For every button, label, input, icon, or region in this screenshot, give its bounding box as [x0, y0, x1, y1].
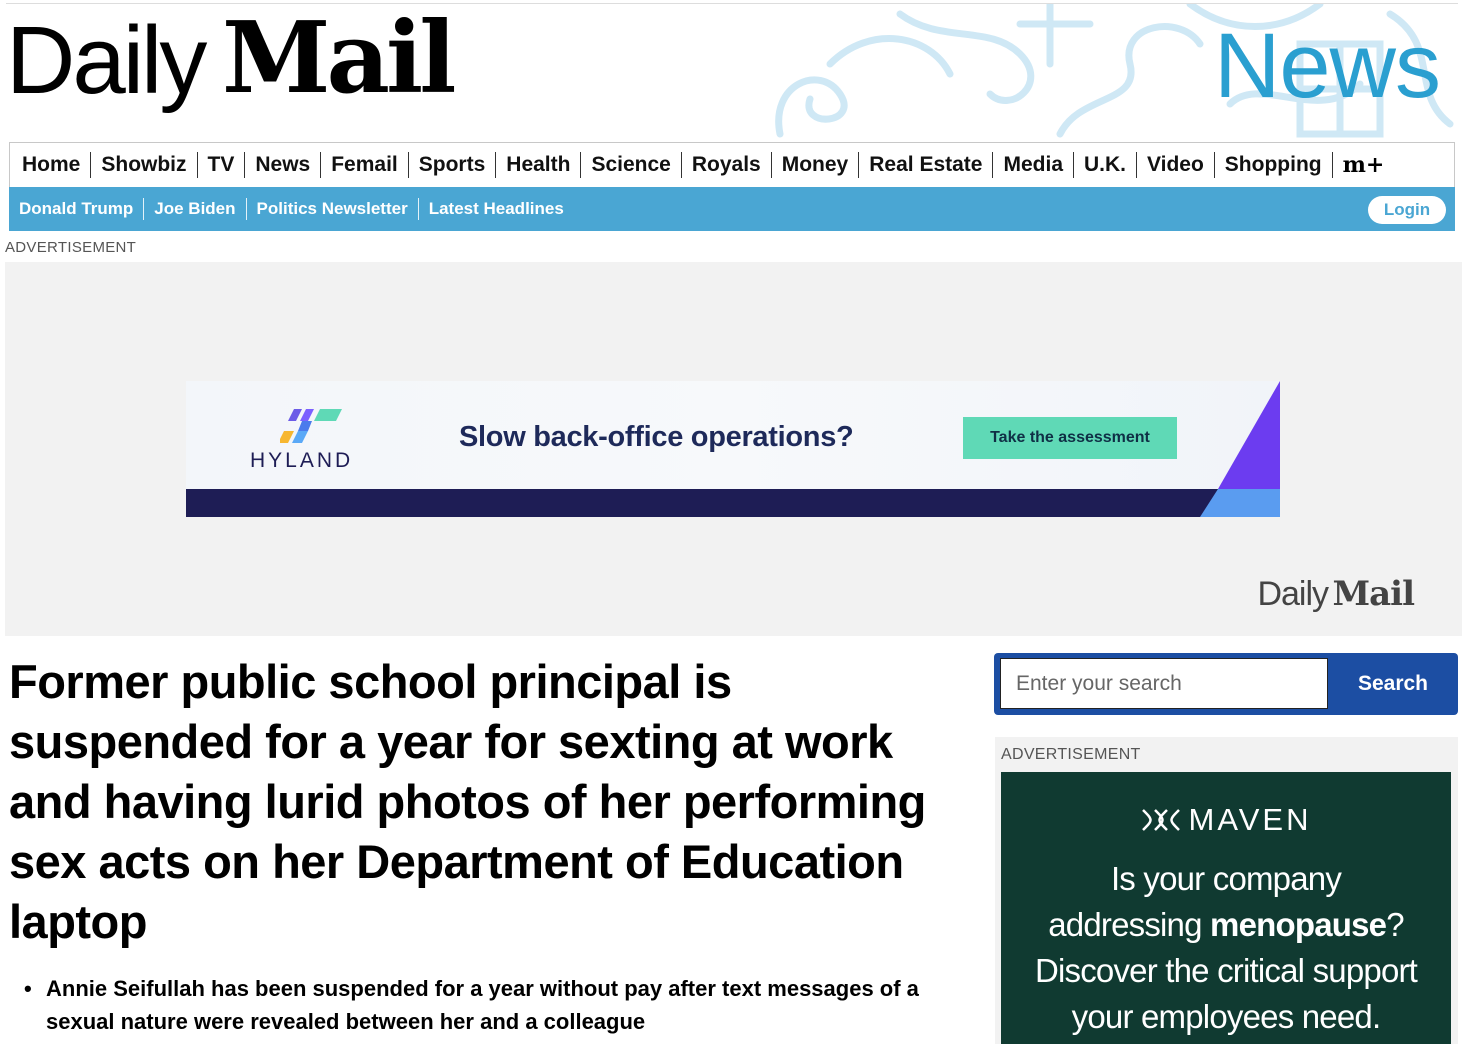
maven-brand-text: MAVEN [1188, 802, 1312, 837]
ad-publisher-logo [1257, 574, 1414, 614]
nav-item-video[interactable]: Video [1137, 152, 1215, 178]
nav-item-real-estate[interactable]: Real Estate [859, 152, 993, 178]
hyland-footer-bar [186, 489, 1280, 517]
maven-ad[interactable] [1001, 772, 1451, 1044]
section-title-news: News [1213, 15, 1440, 117]
search-box [994, 653, 1458, 715]
nav-item-money[interactable]: Money [772, 152, 860, 178]
maven-ad-copy [1001, 856, 1451, 1040]
hyland-accent-shape [1190, 381, 1280, 517]
nav-item-royals[interactable]: Royals [682, 152, 772, 178]
maven-line-2-pre: addressing [1048, 906, 1211, 943]
subnav-item-politics-newsletter[interactable]: Politics Newsletter [247, 198, 419, 220]
logo-daily-text: Daily [6, 7, 205, 114]
nav-item-media[interactable]: Media [993, 152, 1074, 178]
maven-line-3: Discover the critical support [1034, 952, 1418, 989]
hyland-brand: HYLAND [250, 449, 354, 472]
nav-item-home[interactable]: Home [12, 152, 91, 178]
nav-item-health[interactable]: Health [496, 152, 581, 178]
nav-item-tv[interactable]: TV [198, 152, 246, 178]
login-button[interactable]: Login [1368, 196, 1446, 224]
nav-item-news[interactable]: News [245, 152, 321, 178]
nav-item-showbiz[interactable]: Showbiz [91, 152, 197, 178]
hyland-banner-ad[interactable] [186, 381, 1280, 517]
maven-line-2-bold: menopause [1210, 906, 1387, 943]
nav-item-science[interactable]: Science [581, 152, 681, 178]
top-advertisement [5, 262, 1462, 636]
search-input[interactable] [1000, 658, 1328, 709]
article-bullet-text: Annie Seifullah has been suspended for a year without pay after text messages of a sexual nature were revealed between her and a colleague [46, 976, 919, 1034]
nav-item-mail-plus[interactable]: m+ [1342, 152, 1385, 178]
maven-logo-icon [1141, 808, 1181, 832]
search-button[interactable]: Search [1334, 658, 1452, 709]
maven-line-2-post: ? [1386, 906, 1404, 943]
subnav-item-joe-biden[interactable]: Joe Biden [144, 198, 246, 220]
subnav-item-donald-trump[interactable]: Donald Trump [9, 198, 144, 220]
maven-line-1: Is your company [1110, 860, 1342, 897]
maven-line-4: your employees need. [1071, 998, 1381, 1035]
nav-item-shopping[interactable]: Shopping [1215, 152, 1333, 178]
maven-line-2 [1001, 902, 1451, 948]
hyland-tagline: Slow back-office operations? [459, 421, 854, 453]
nav-item-sports[interactable]: Sports [409, 152, 497, 178]
masthead [0, 0, 1462, 142]
article-headline: Former public school principal is suspended for a year for sexting at work and having lurid photos of her performing sex acts on her Department of Education laptop [9, 655, 926, 948]
article-bullets [22, 972, 962, 1038]
primary-nav [9, 142, 1455, 187]
secondary-nav [9, 187, 1455, 231]
hyland-logo-icon [280, 409, 346, 445]
ad-logo-mail: Mail [1332, 574, 1414, 614]
logo-mail-text: Mail [222, 1, 453, 116]
hyland-cta-button[interactable]: Take the assessment [963, 417, 1177, 459]
bullet-dot: • [24, 976, 32, 1001]
nav-item-femail[interactable]: Femail [321, 152, 409, 178]
ad-logo-daily: Daily [1257, 575, 1329, 613]
article-bullet [22, 972, 962, 1038]
advertisement-label: ADVERTISEMENT [5, 239, 137, 256]
subnav-item-latest-headlines[interactable]: Latest Headlines [428, 199, 564, 218]
maven-brand [1001, 802, 1451, 838]
nav-item-uk[interactable]: U.K. [1074, 152, 1137, 178]
side-advertisement [995, 737, 1458, 1044]
side-advertisement-label: ADVERTISEMENT [1001, 746, 1141, 763]
